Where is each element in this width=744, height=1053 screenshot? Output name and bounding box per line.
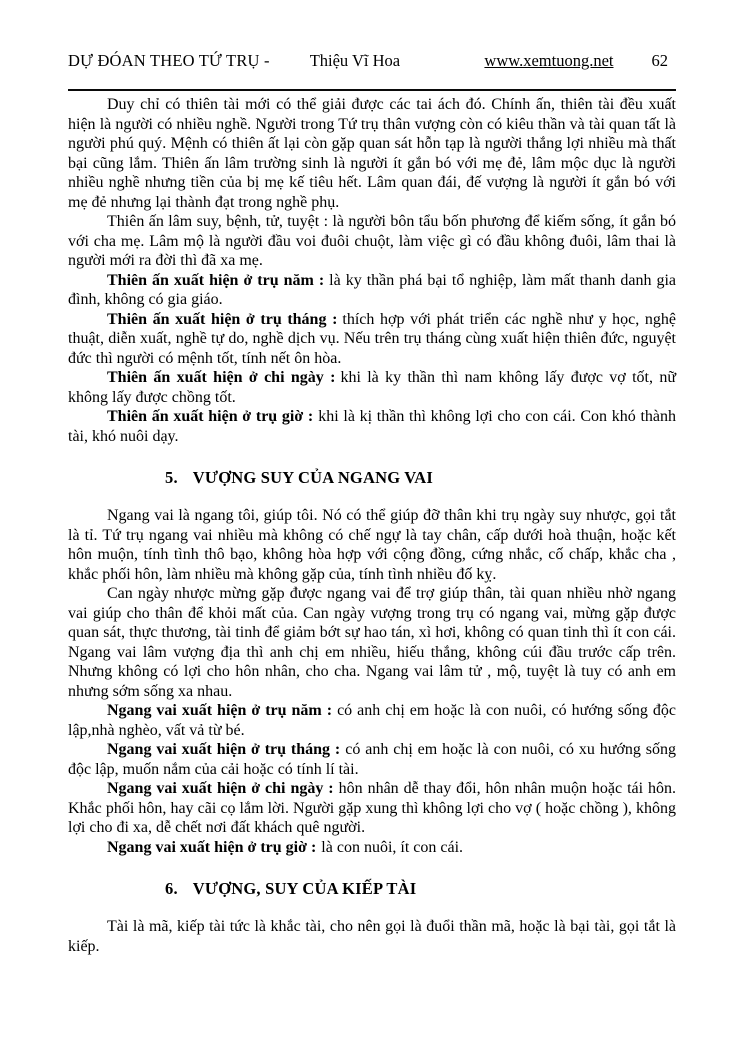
author-name: Thiệu Vĩ Hoa	[309, 51, 401, 70]
paragraph-text: Ngang vai là ngang tôi, giúp tôi. Nó có thể giúp đỡ thân khi trụ ngày suy nhược, gọi tắt là tỉ. Tứ trụ ngang vai nhiều mà không có chế ngự là tay chân, cấp dưới hoà thuận, hoặc kết hôn muộn, tính tình thô bạo, không hòa hợp với cộng đồng, cứng nhắc, cố chấp, khắc cha , khắc phối hôn, làm nhiều mà không gặp của, tính tình nhiều đố kỵ.	[68, 507, 676, 583]
paragraph-text: có anh chị em hoặc là con nuôi, có hướng sống độc lập,nhà nghèo, vất vả từ bé.	[68, 702, 677, 739]
paragraph	[68, 506, 676, 584]
paragraph	[68, 407, 676, 446]
header-divider	[68, 89, 676, 91]
website-link[interactable]: www.xemtuong.net	[484, 51, 614, 70]
section-heading-6	[165, 879, 676, 899]
paragraph	[68, 95, 676, 212]
paragraph	[68, 212, 676, 271]
section-number: 5.	[165, 468, 178, 487]
paragraph-lead: Thiên ấn xuất hiện ở trụ giờ :	[107, 408, 314, 425]
paragraph	[68, 271, 676, 310]
paragraph-lead: Thiên ấn xuất hiện ở trụ năm :	[107, 271, 325, 289]
paragraph-text: có anh chị em hoặc là con nuôi, có xu hướng sống độc lập, muốn nắm của cải hoặc có tính lí tài.	[68, 741, 676, 778]
section-title: VƯỢNG SUY CỦA NGANG VAI	[192, 468, 433, 487]
paragraph-text: là ky thần phá bại tổ nghiệp, làm mất thanh danh gia đình, không có gia giáo.	[68, 271, 676, 308]
paragraph-lead: Ngang vai xuất hiện ở trụ giờ :	[107, 838, 317, 856]
paragraph-text: là con nuôi, ít con cái.	[321, 838, 464, 856]
paragraph	[68, 310, 676, 369]
paragraph	[68, 740, 676, 779]
section-title: VƯỢNG, SUY CỦA KIẾP TÀI	[192, 879, 417, 898]
paragraph	[68, 584, 676, 701]
paragraph-lead: Ngang vai xuất hiện ở trụ năm :	[107, 702, 333, 719]
page-body	[68, 95, 676, 956]
paragraph	[68, 779, 676, 838]
paragraph	[68, 368, 676, 407]
page-header	[68, 50, 676, 72]
paragraph-text: Duy chỉ có thiên tài mới có thể giải được các tai ách đó. Chính ấn, thiên tài đều xuất hiện là người có nhiều nghề. Người trong Tứ trụ thân vượng còn có kiêu thần và tài quan tất là người phú quý. Mệnh có thiên ất lại còn gặp quan sát hỗn tạp là người thắng lợi nhiều mà thất bại cũng lắm. Thiên ấn lâm trường sinh là người ít gắn bó với mẹ đẻ, lâm mộc dục là người nhiều nghề nhưng tiền của bị mẹ kế tiêu hết. Lâm quan đái, đế vượng là người ít gắn bó với mẹ đẻ nhưng lại thành đạt trong nghề phụ.	[68, 96, 676, 211]
paragraph	[68, 917, 676, 956]
page-number: 62	[651, 51, 668, 70]
paragraph-lead: Thiên ấn xuất hiện ở chi ngày :	[107, 369, 336, 386]
paragraph-text: khi là ky thần thì nam không lấy được vợ tốt, nữ không lấy được chồng tốt.	[68, 369, 677, 406]
paragraph-text: Tài là mã, kiếp tài tức là khắc tài, cho nên gọi là đuổi thần mã, hoặc là bại tài, gọi tắt là kiếp.	[68, 918, 676, 955]
paragraph	[68, 701, 676, 740]
paragraph-text: hôn nhân dễ thay đổi, hôn nhân muộn hoặc tái hôn. Khắc phối hôn, hay cãi cọ lắm lời. Người gặp xung thì không lợi cho vợ ( hoặc chồng ), không lợi cho đi xa, dễ chết nơi đất khách quê người.	[68, 780, 677, 836]
paragraph	[68, 838, 676, 858]
paragraph-text: Can ngày nhược mừng gặp được ngang vai để trợ giúp thân, tài quan nhiều nhờ ngang vai giúp cho thân để khỏi mất của. Can ngày vượng trong trụ có ngang vai, mừng gặp được quan sát, thực thương, tài tinh để giảm bớt sự hao tán, xì hơi, không có quan tinh thì ít con cái. Ngang vai lâm vượng địa thì anh chị em nhiều, hiếu thắng, không cúi đầu trước cấp trên. Nhưng không có lợi cho hôn nhân, cho cha. Ngang vai lâm tử , mộ, tuyệt là tuy có anh em nhưng sớm sống xa nhau.	[68, 585, 676, 700]
section-number: 6.	[165, 879, 178, 898]
paragraph-lead: Ngang vai xuất hiện ở chi ngày :	[107, 780, 334, 797]
paragraph-text: thích hợp với phát triển các nghề như y học, nghệ thuật, diễn xuất, nghề tự do, nghề dịch vụ. Nếu trên trụ tháng cùng xuất hiện thiên đức, nguyệt đức thì người có mệnh tốt, tính nết ôn hòa.	[68, 310, 676, 367]
paragraph-text: Thiên ấn lâm suy, bệnh, tử, tuyệt : là người bôn tẩu bốn phương để kiếm sống, ít gắn bó với cha mẹ. Lâm mộ là người đầu voi đuôi chuột, làm việc gì có đầu không đuôi, lâm thai là người mới ra đời thì đã xa mẹ.	[68, 213, 676, 269]
paragraph-lead: Ngang vai xuất hiện ở trụ tháng :	[107, 741, 341, 758]
paragraph-lead: Thiên ấn xuất hiện ở trụ tháng :	[107, 310, 338, 328]
paragraph-text: khi là kị thần thì không lợi cho con cái. Con khó thành tài, khó nuôi dạy.	[68, 408, 677, 445]
section-heading-5	[165, 468, 676, 488]
book-title: DỰ ĐÓAN THEO TỨ TRỤ -	[68, 51, 270, 70]
